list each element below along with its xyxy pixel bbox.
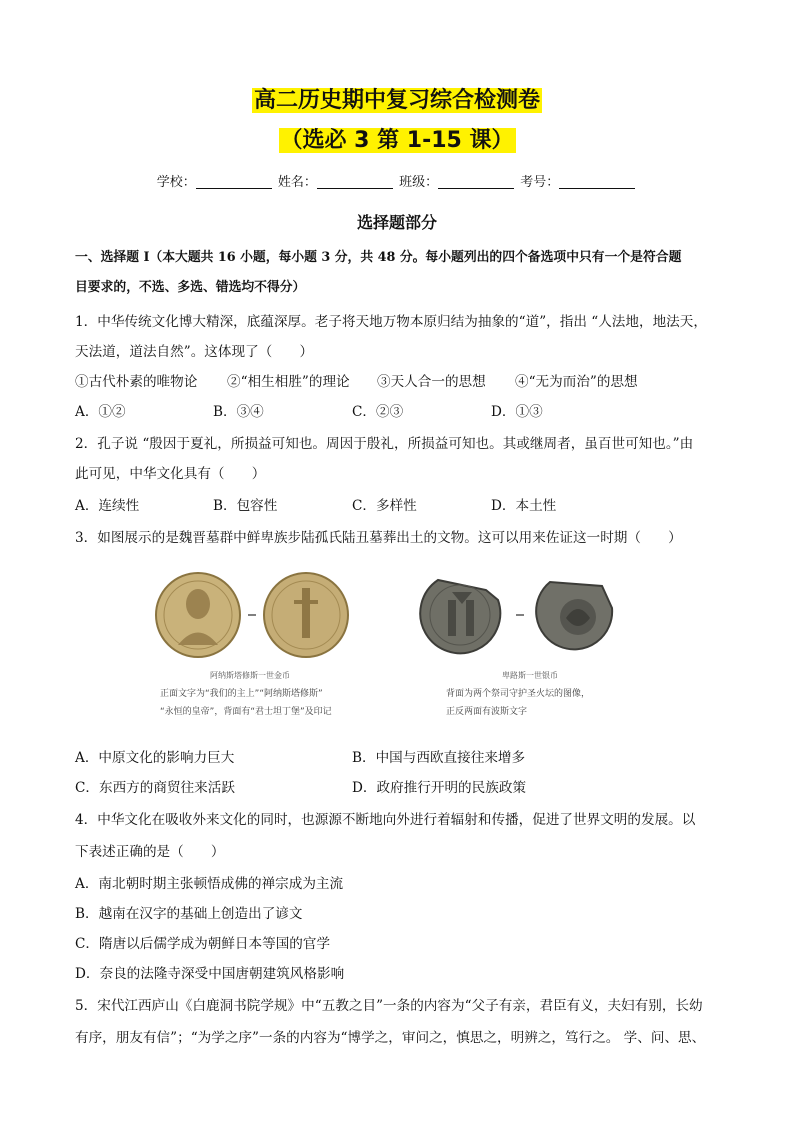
q4-option-b[interactable]: B．越南在汉字的基础上创造出了谚文 — [75, 906, 303, 922]
gold-coin-reverse — [264, 573, 348, 657]
student-info-row — [0, 174, 794, 192]
q1-option-b[interactable]: B．③④ — [213, 404, 264, 420]
name-blank[interactable] — [317, 175, 393, 189]
q1-item-2: ②“相生相胜”的理论 — [227, 374, 350, 390]
silver-coin-obverse — [420, 580, 500, 653]
right-caption-line-2: 正反两面有波斯文字 — [446, 707, 528, 717]
q1-stem-line-1: 1．中华传统文化博大精深，底蕴深厚。老子将天地万物本原归结为抽象的“道”，指出 “人法地，地法天， — [75, 314, 707, 330]
class-blank[interactable] — [438, 175, 514, 189]
right-caption-line-1: 背面为两个祭司守护圣火坛的图像， — [446, 689, 591, 699]
gold-coin-obverse — [156, 573, 240, 657]
q4-option-d[interactable]: D．奈良的法隆寺深受中国唐朝建筑风格影响 — [75, 966, 345, 982]
q3-option-b[interactable]: B．中国与西欧直接往来增多 — [352, 750, 526, 766]
q1-option-c[interactable]: C．②③ — [352, 404, 404, 420]
q1-stem-line-2: 天法道，道法自然”。这体现了（ ） — [75, 344, 314, 360]
q1-option-d[interactable]: D．①③ — [491, 404, 543, 420]
exam-subtitle: （选必 3 第 1-15 课） — [280, 128, 514, 153]
q3-option-c[interactable]: C．东西方的商贸往来活跃 — [75, 780, 235, 796]
exam-no-label: 考号： — [520, 175, 560, 190]
school-blank[interactable] — [196, 175, 272, 189]
q5-stem-line-2: 有序，朋友有信”；“为学之序”一条的内容为“博学之，审问之，慎思之，明辨之，笃行之。 学、问、思、 — [75, 1030, 706, 1046]
q2-stem-line-1: 2．孔子说 “殷因于夏礼，所损益可知也。周因于殷礼，所损益可知也。其或继周者，虽百世可知也。”由 — [75, 436, 694, 452]
q4-stem-line-2: 下表述正确的是（ ） — [75, 844, 225, 860]
q2-option-a[interactable]: A．连续性 — [75, 498, 140, 514]
q1-item-3: ③天人合一的思想 — [377, 374, 486, 390]
q3-stem-line-1: 3．如图展示的是魏晋墓群中鲜卑族步陆孤氏陆丑墓葬出土的文物。这可以用来佐证这一时期（ ） — [75, 530, 682, 546]
q4-stem-line-1: 4．中华文化在吸收外来文化的同时，也源源不断地向外进行着辐射和传播，促进了世界文明的发展。以 — [75, 812, 696, 828]
q2-stem-line-2: 此可见，中华文化具有（ ） — [75, 466, 266, 482]
exam-title: 高二历史期中复习综合检测卷 — [253, 88, 540, 113]
q1-item-1: ①古代朴素的唯物论 — [75, 374, 198, 390]
q2-option-c[interactable]: C．多样性 — [352, 498, 417, 514]
class-label: 班级： — [399, 175, 439, 190]
left-caption-line-2: “永恒的皇帝”，背面有“君士坦丁堡”及印记 — [160, 707, 332, 717]
q3-option-d[interactable]: D．政府推行开明的民族政策 — [352, 780, 527, 796]
q4-option-c[interactable]: C．隋唐以后儒学成为朝鲜日本等国的官学 — [75, 936, 331, 952]
q2-option-d[interactable]: D．本土性 — [491, 498, 557, 514]
q2-option-b[interactable]: B．包容性 — [213, 498, 278, 514]
q3-option-a[interactable]: A．中原文化的影响力巨大 — [75, 750, 235, 766]
q1-item-4: ④“无为而治”的思想 — [515, 374, 638, 390]
instructions-line-1: 一、选择题 I（本大题共 16 小题，每小题 3 分，共 48 分。每小题列出的四个备选项中只有一个是符合题 — [75, 250, 682, 265]
left-caption-line-1: 正面文字为“我们的主上”“阿纳斯塔修斯” — [160, 689, 323, 699]
coins-figure — [150, 560, 650, 730]
q1-option-a[interactable]: A．①② — [75, 404, 126, 420]
right-caption-title: 卑路斯一世银币 — [502, 671, 558, 680]
school-label: 学校： — [156, 175, 196, 190]
q5-stem-line-1: 5．宋代江西庐山《白鹿洞书院学规》中“五教之目”一条的内容为“父子有亲，君臣有义，夫妇有别，长幼 — [75, 998, 703, 1014]
exam-no-blank[interactable] — [559, 175, 635, 189]
instructions-line-2: 目要求的，不选、多选、错选均不得分） — [75, 280, 306, 295]
section-title: 选择题部分 — [356, 213, 437, 232]
name-label: 姓名： — [277, 175, 317, 190]
q4-option-a[interactable]: A．南北朝时期主张顿悟成佛的禅宗成为主流 — [75, 876, 344, 892]
silver-coin-reverse — [536, 582, 612, 649]
left-caption-title: 阿纳斯塔修斯一世金币 — [210, 671, 290, 680]
